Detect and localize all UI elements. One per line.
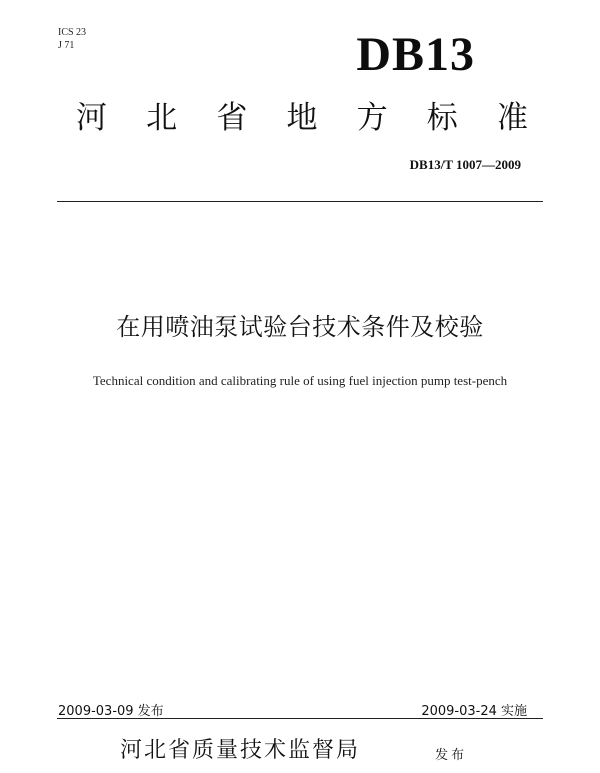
standard-number: DB13/T 1007—2009 (409, 157, 521, 172)
publish-date: 2009-03-09 发布 (58, 704, 164, 719)
standard-type-char: 方 (356, 100, 388, 136)
standard-type-char: 准 (496, 100, 528, 136)
implement-date: 2009-03-24 实施 (421, 704, 527, 719)
classification-codes (58, 26, 86, 52)
standard-type-char: 北 (146, 100, 178, 136)
standard-type-char: 河 (76, 100, 107, 136)
document-title-english: Technical condition and calibrating rule of using fuel injection pump test-pench (92, 373, 508, 388)
standard-type-char: 标 (426, 100, 458, 136)
standard-type-heading (76, 98, 528, 138)
standard-type-char: 省 (216, 100, 248, 136)
issuing-authority: 河北省质量技术监督局 (120, 738, 361, 763)
header-divider (57, 201, 543, 202)
issue-label: 发布 (435, 748, 468, 763)
ccs-code: J 71 (58, 40, 75, 51)
standard-type-char: 地 (286, 100, 318, 136)
footer-divider (57, 718, 543, 719)
document-title-chinese: 在用喷油泵试验台技术条件及校验 (116, 313, 484, 341)
ics-code: ICS 23 (58, 27, 87, 38)
standard-prefix-logo: DB13 (356, 28, 475, 81)
